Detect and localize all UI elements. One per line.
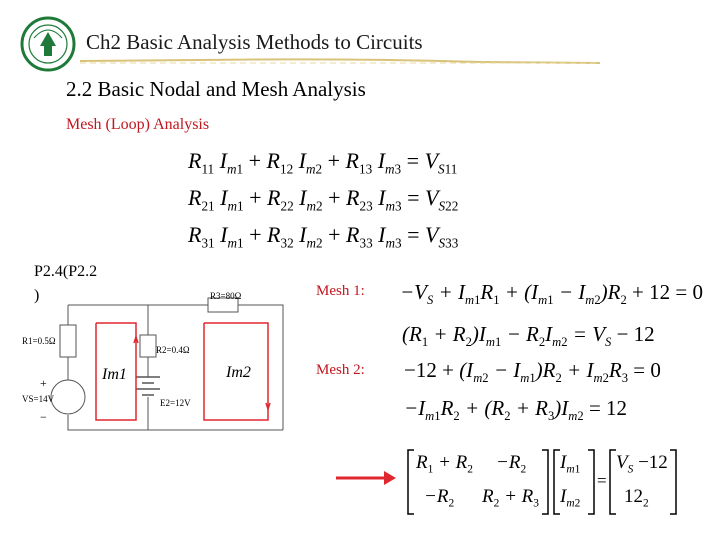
problem-label: P2.4(P2.2 ) — [34, 263, 98, 304]
matrix-b1: $V_S -12$ — [616, 452, 668, 476]
svg-text:=: = — [597, 471, 607, 490]
r2-label: R2=0.4Ω — [156, 345, 190, 355]
matrix-equation — [404, 446, 684, 518]
mesh2-current-label: Im2 — [226, 364, 251, 381]
vs-label: VS=14V — [22, 394, 55, 404]
mesh1-current-label: Im1 — [102, 366, 127, 383]
logo-seal-icon — [20, 16, 76, 72]
right-arrow-icon — [334, 468, 398, 488]
general-equation-3: $R_{31}$ $I_{m1} + R_{32}$ $I_{m2} + R_{33}$ $I_{m3} = V_{S33}$ — [188, 222, 459, 251]
mesh2-equation-1: $-12 + (I_{m2} - I_{m1})R_2 + I_{m2}R_3 = 0$ — [404, 358, 661, 386]
r1-label: R1=0.5Ω — [22, 336, 56, 346]
matrix-b2: $12_2$ — [624, 486, 649, 510]
slide-header-title: Ch2 Basic Analysis Methods to Circuits — [86, 30, 423, 54]
mesh2-label: Mesh 2: — [316, 362, 365, 378]
mesh1-equation-2: $(R_1 + R_2)I_{m1} - R_2I_{m2} = V_S - 12$ — [402, 322, 655, 350]
matrix-a22: $R_2 + R_3$ — [482, 486, 539, 510]
matrix-x2: $I_{m2}$ — [560, 486, 581, 510]
university-logo — [20, 16, 76, 72]
section-title: 2.2 Basic Nodal and Mesh Analysis — [66, 77, 366, 101]
matrix-a12: $-R_2$ — [496, 452, 527, 476]
e2-label: E2=12V — [160, 398, 191, 408]
matrix-a11: $R_1 + R_2$ — [416, 452, 473, 476]
plus-sign: + — [40, 376, 47, 390]
mesh1-equation-1: $-V_S + I_{m1}R_1 + (I_{m1} - I_{m2})R_2 + 12 = 0$ — [400, 280, 703, 308]
subsection-title: Mesh (Loop) Analysis — [66, 116, 210, 133]
r3-label: R3=80Ω — [210, 291, 242, 301]
general-equations — [188, 142, 458, 253]
general-equation-1: $R_{11}$ $I_{m1} + R_{12}$ $I_{m2} + R_{13}$ $I_{m3} = V_{S11}$ — [188, 148, 458, 177]
general-equation-2: $R_{21}$ $I_{m1} + R_{22}$ $I_{m2} + R_{23}$ $I_{m3} = V_{S22}$ — [188, 185, 459, 214]
circuit-diagram — [18, 285, 288, 435]
header-underline — [80, 56, 600, 66]
matrix-x1: $I_{m1}$ — [560, 452, 581, 476]
mesh2-equation-2: $-I_{m1}R_2 + (R_2 + R_3)I_{m2} = 12$ — [404, 396, 628, 424]
mesh1-label: Mesh 1: — [316, 283, 365, 299]
minus-sign: − — [40, 410, 47, 424]
matrix-a21: $-R_2$ — [424, 486, 455, 510]
